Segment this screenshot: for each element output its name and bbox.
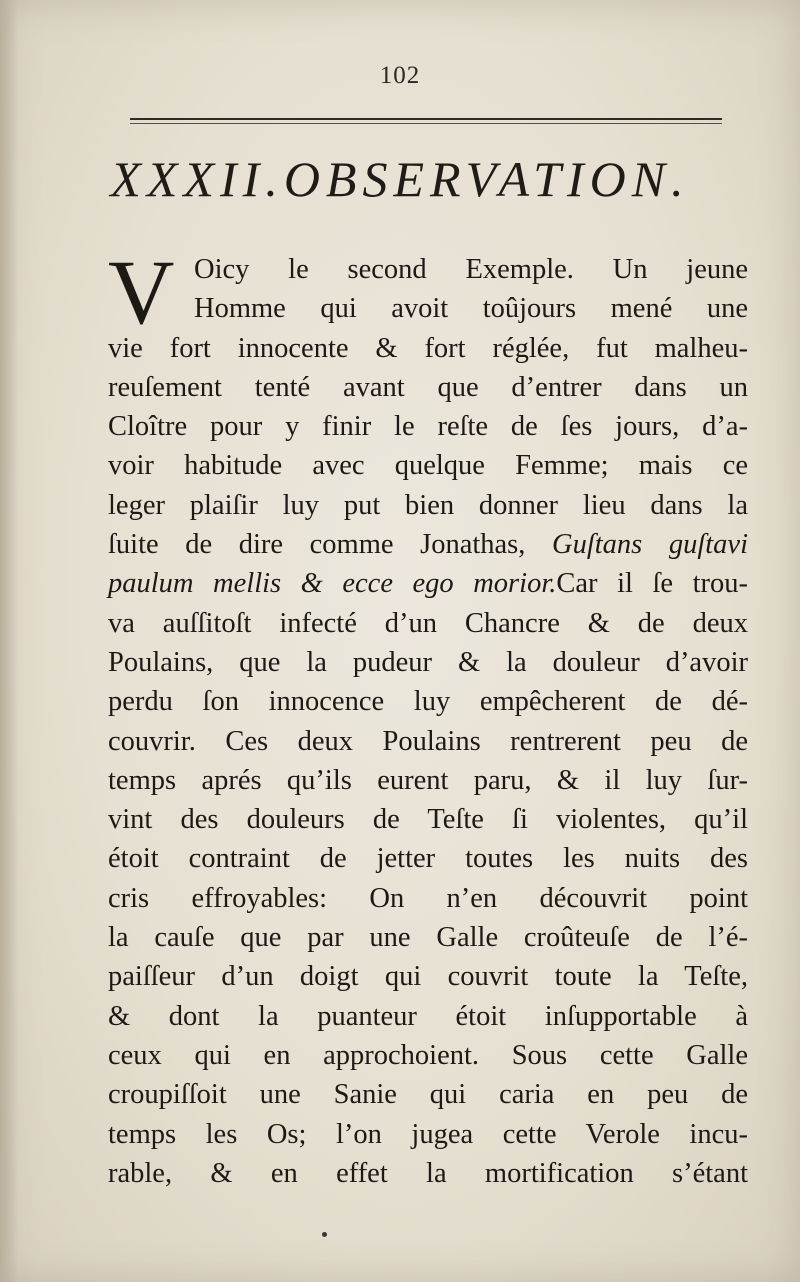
text-line: temps aprés qu’ils eurent paru, & il luy ſur- [108, 764, 748, 796]
drop-cap: V [108, 241, 175, 343]
text-line: Oicy le second Exemple. Un jeune [194, 254, 748, 285]
text-line: leger plaiſir luy put bien donner lieu dans la [108, 489, 748, 521]
text-line-with-latin [108, 525, 748, 564]
text-line: cris effroyables: On n’en découvrit point [108, 882, 748, 914]
observation-heading: XXXII.OBSERVATION. [110, 151, 690, 207]
latin-quote-segment: Guſtans guſtavi [551, 529, 748, 561]
header-rule-thin [130, 123, 722, 124]
text-line: la cauſe que par une Galle croûteuſe de l’é- [108, 922, 748, 954]
ink-speck [322, 1232, 327, 1237]
text-line: temps les Os; l’on jugea cette Verole incu- [108, 1118, 748, 1150]
text-line: perdu ſon innocence luy empêcherent de dé- [108, 686, 748, 718]
text-line: couvrir. Ces deux Poulains rentrerent peu de [108, 725, 748, 757]
text-segment: Car il ſe trou- [556, 568, 748, 600]
page-number: 102 [379, 62, 421, 89]
text-line: Poulains, que la pudeur & la douleur d’avoir [108, 646, 748, 678]
text-line: Cloître pour y finir le reſte de ſes jours, d’a- [108, 411, 748, 443]
latin-quote-segment: paulum mellis & ecce ego morior. [108, 568, 557, 600]
text-line: paiſſeur d’un doigt qui couvrit toute la Teſte, [108, 961, 748, 993]
text-line: va auſſitoſt infecté d’un Chancre & de deux [108, 607, 748, 639]
text-line: étoit contraint de jetter toutes les nuits des [108, 843, 748, 875]
text-line-with-latin [108, 564, 748, 603]
text-line: Homme qui avoit toûjours mené une [194, 293, 748, 325]
text-line: rable, & en effet la mortification s’étant [108, 1157, 748, 1189]
text-line: vint des douleurs de Teſte ſi violentes, qu’il [108, 804, 748, 836]
body-text [108, 250, 748, 1193]
text-line: croupiſſoit une Sanie qui caria en peu de [108, 1079, 748, 1111]
text-line: reuſement tenté avant que d’entrer dans un [108, 371, 748, 403]
text-segment: ſuite de dire comme Jonathas, [108, 529, 526, 561]
header-rule [130, 118, 722, 120]
text-line: ceux qui en approchoient. Sous cette Galle [108, 1039, 748, 1071]
text-line: & dont la puanteur étoit inſupportable à [108, 1000, 748, 1032]
text-line: voir habitude avec quelque Femme; mais ce [108, 450, 748, 482]
text-line: vie fort innocente & fort réglée, fut malheu- [108, 332, 748, 364]
